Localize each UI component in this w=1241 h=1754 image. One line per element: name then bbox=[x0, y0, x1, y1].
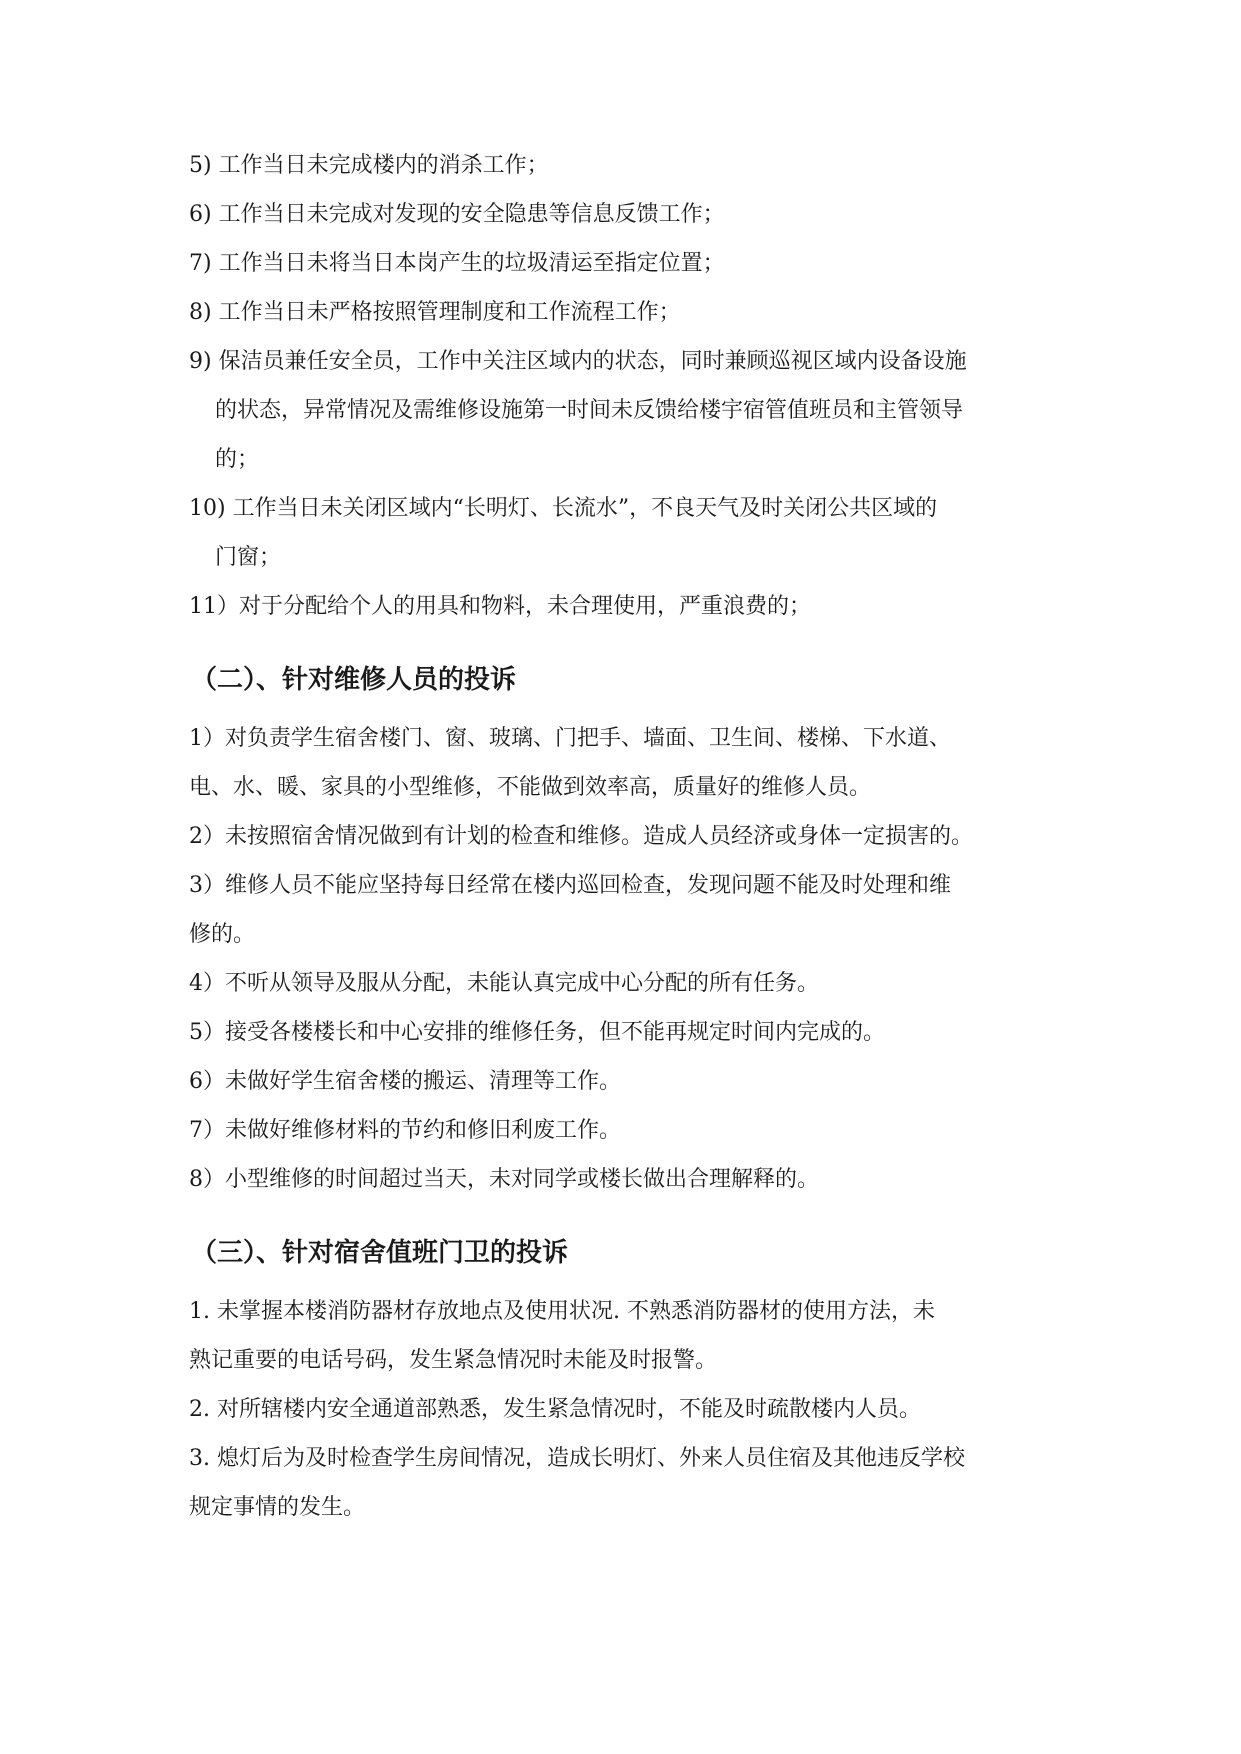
list-item-continuation: 修的。 bbox=[189, 922, 256, 947]
list-item-continuation: 的状态，异常情况及需维修设施第一时间未反馈给楼宇宿管值班员和主管领导 bbox=[215, 398, 964, 423]
list-item: 7) 工作当日未将当日本岗产生的垃圾清运至指定位置； bbox=[189, 251, 725, 276]
list-item-continuation: 的； bbox=[215, 447, 260, 472]
list-item: 9) 保洁员兼任安全员，工作中关注区域内的状态，同时兼顾巡视区域内设备设施 bbox=[189, 349, 967, 374]
list-item: 6) 工作当日未完成对发现的安全隐患等信息反馈工作； bbox=[189, 202, 725, 227]
section-heading: （二）、针对维修人员的投诉 bbox=[191, 665, 517, 695]
list-item-continuation: 熟记重要的电话号码，发生紧急情况时未能及时报警。 bbox=[189, 1348, 718, 1373]
section-c-list bbox=[189, 1298, 1059, 1543]
list-item: 5) 工作当日未完成楼内的消杀工作； bbox=[189, 153, 549, 178]
list-item: 5）接受各楼楼长和中心安排的维修任务，但不能再规定时间内完成的。 bbox=[189, 1020, 885, 1045]
section-a-list bbox=[189, 152, 1059, 642]
list-item: 8) 工作当日未严格按照管理制度和工作流程工作； bbox=[189, 300, 681, 325]
list-item-continuation: 电、水、暖、家具的小型维修，不能做到效率高，质量好的维修人员。 bbox=[189, 775, 872, 800]
list-item: 1. 未掌握本楼消防器材存放地点及使用状况. 不熟悉消防器材的使用方法，未 bbox=[189, 1299, 935, 1324]
list-item: 7）未做好维修材料的节约和修旧利废工作。 bbox=[189, 1118, 621, 1143]
list-item: 2. 对所辖楼内安全通道部熟悉，发生紧急情况时，不能及时疏散楼内人员。 bbox=[189, 1397, 921, 1422]
list-item: 8）小型维修的时间超过当天，未对同学或楼长做出合理解释的。 bbox=[189, 1167, 819, 1192]
list-item: 3. 熄灯后为及时检查学生房间情况，造成长明灯、外来人员住宿及其他违反学校 bbox=[189, 1446, 965, 1471]
list-item: 10) 工作当日未关闭区域内“长明灯、长流水”，不良天气及时关闭公共区域的 bbox=[189, 496, 938, 521]
list-item: 1）对负责学生宿舍楼门、窗、玻璃、门把手、墙面、卫生间、楼梯、下水道、 bbox=[189, 726, 951, 751]
list-item-continuation: 门窗； bbox=[215, 545, 282, 570]
list-item-continuation: 规定事情的发生。 bbox=[189, 1495, 366, 1520]
document-body bbox=[189, 152, 1059, 1543]
list-item: 6）未做好学生宿舍楼的搬运、清理等工作。 bbox=[189, 1069, 621, 1094]
list-item: 3）维修人员不能应坚持每日经常在楼内巡回检查，发现问题不能及时处理和维 bbox=[189, 873, 951, 898]
section-heading: （三）、针对宿舍值班门卫的投诉 bbox=[191, 1238, 569, 1268]
list-item: 4）不听从领导及服从分配，未能认真完成中心分配的所有任务。 bbox=[189, 971, 819, 996]
section-b-list bbox=[189, 725, 1059, 1215]
list-item: 11）对于分配给个人的用具和物料，未合理使用，严重浪费的； bbox=[189, 594, 811, 619]
list-item: 2）未按照宿舍情况做到有计划的检查和维修。造成人员经济或身体一定损害的。 bbox=[189, 824, 973, 849]
